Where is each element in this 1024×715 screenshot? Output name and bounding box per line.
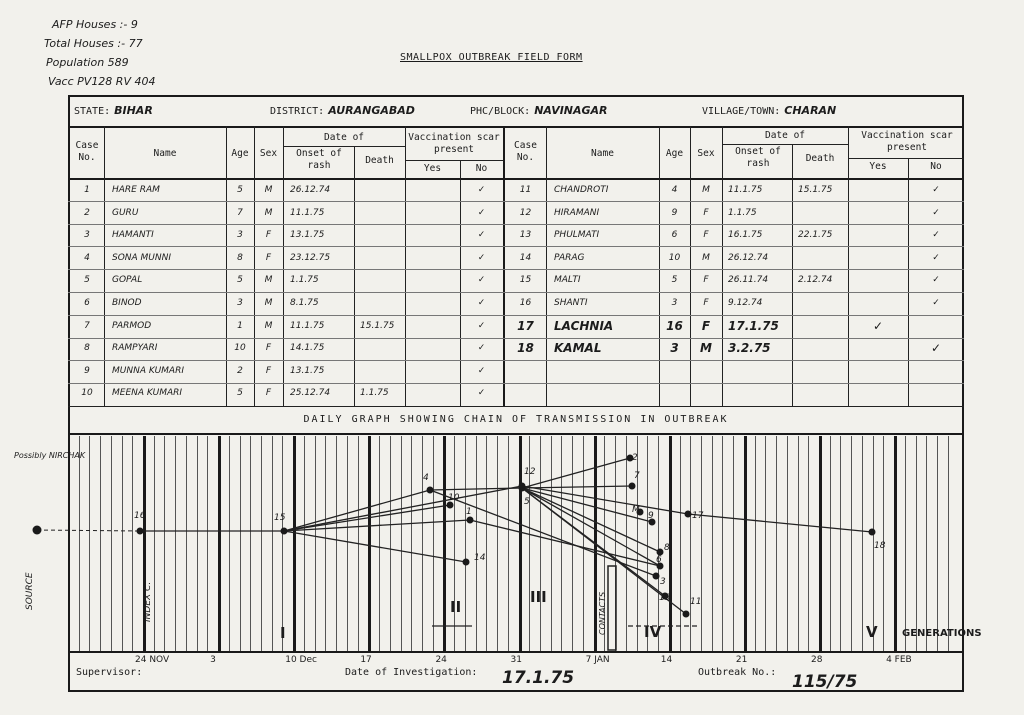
case-name: GURU xyxy=(112,207,139,218)
hdr-death: Death xyxy=(365,155,394,166)
case-node xyxy=(869,529,876,536)
vacc-no-mark: ✓ xyxy=(477,207,486,218)
date-tick-label: 14 xyxy=(660,655,673,665)
case-onset-date: 23.12.75 xyxy=(290,252,331,263)
case-node xyxy=(683,611,690,618)
hdr-no: No xyxy=(475,163,488,174)
case-node-label: 10 xyxy=(448,493,460,503)
case-number: 2 xyxy=(84,207,90,218)
case-node-label: 3 xyxy=(660,577,666,587)
case-age: 7 xyxy=(237,207,243,218)
case-death-date: 1.1.75 xyxy=(360,388,389,399)
form-title: SMALLPOX OUTBREAK FIELD FORM xyxy=(400,52,583,63)
case-node-label: 16 xyxy=(134,511,146,521)
case-onset-date: 17.1.75 xyxy=(728,318,779,333)
case-node-label: 15 xyxy=(274,513,286,523)
case-number: 9 xyxy=(84,365,90,376)
case-death-date: 2.12.74 xyxy=(798,275,833,286)
generation-numeral: III xyxy=(530,588,547,606)
case-sex: F xyxy=(265,252,272,263)
case-age: 10 xyxy=(234,343,246,354)
hdr-age: Age xyxy=(231,148,249,159)
case-node-label: 14 xyxy=(474,553,486,563)
case-node-label: 7 xyxy=(634,471,640,481)
vacc-no-mark: ✓ xyxy=(932,207,940,218)
hdr-sex-right: Sex xyxy=(697,148,715,159)
case-onset-date: 11.1.75 xyxy=(290,207,325,218)
transmission-link xyxy=(284,490,430,531)
case-name: KAMAL xyxy=(554,341,602,356)
source-node xyxy=(33,526,42,535)
supervisor-label: Supervisor: xyxy=(76,667,143,678)
case-onset-date: 11.1.75 xyxy=(290,320,325,331)
case-name: HARE RAM xyxy=(112,185,160,195)
case-number: 6 xyxy=(84,298,90,308)
case-node-label: 13 xyxy=(659,593,671,603)
case-onset-date: 1.1.75 xyxy=(728,207,757,218)
afp-houses-note: AFP Houses :- 9 xyxy=(52,18,138,31)
case-onset-date: 9.12.74 xyxy=(728,298,763,308)
generation-numeral: V xyxy=(866,623,878,641)
date-tick-label: 24 NOV xyxy=(135,655,170,665)
hdr-onset: Onset of rash xyxy=(296,148,342,171)
vacc-no-mark: ✓ xyxy=(477,365,486,376)
case-number: 5 xyxy=(84,275,90,286)
transmission-link xyxy=(284,531,466,562)
case-age: 1 xyxy=(237,320,243,331)
case-age: 5 xyxy=(237,388,243,399)
hdr-onset-right: Onset of rash xyxy=(735,146,781,169)
case-node xyxy=(281,528,288,535)
vacc-no-mark: ✓ xyxy=(477,388,486,399)
vacc-no-mark: ✓ xyxy=(477,252,486,263)
case-age: 4 xyxy=(671,185,678,195)
outbreak-number: 115/75 xyxy=(792,672,858,692)
case-sex: F xyxy=(265,365,272,376)
case-name: HIRAMANI xyxy=(554,207,600,218)
district-field: DISTRICT: AURANGABAD xyxy=(270,104,415,117)
case-number: 1 xyxy=(84,185,90,195)
date-tick-label: 31 xyxy=(510,655,522,665)
case-name: PARMOD xyxy=(112,320,152,331)
village-field: VILLAGE/TOWN: CHARAN xyxy=(702,104,837,117)
vaccination-note: Vacc PV128 RV 404 xyxy=(48,75,156,88)
case-onset-date: 8.1.75 xyxy=(290,298,319,308)
generation-numeral: I xyxy=(280,624,286,642)
case-number: 12 xyxy=(519,207,532,218)
case-number: 13 xyxy=(519,230,532,241)
case-number: 10 xyxy=(81,388,93,399)
transmission-link xyxy=(522,486,632,488)
total-houses-note: Total Houses :- 77 xyxy=(44,37,143,50)
outbreak-label: Outbreak No.: xyxy=(698,667,777,678)
case-node xyxy=(653,573,660,580)
case-sex: F xyxy=(703,207,709,218)
transmission-link xyxy=(470,520,660,566)
case-name: BINOD xyxy=(112,298,142,308)
case-number: 15 xyxy=(519,275,532,286)
case-onset-date: 13.1.75 xyxy=(290,230,325,241)
case-name: LACHNIA xyxy=(554,318,614,333)
case-onset-date: 26.11.74 xyxy=(728,275,769,286)
transmission-link xyxy=(522,458,630,488)
case-node-label: 17 xyxy=(692,511,704,521)
vacc-no-mark: ✓ xyxy=(477,275,486,286)
case-sex: F xyxy=(265,230,272,241)
case-sex: F xyxy=(703,298,709,308)
case-node-label: 1 xyxy=(466,507,472,517)
case-node xyxy=(519,485,526,492)
case-number: 8 xyxy=(84,343,90,354)
index-case-label: INDEX C. xyxy=(143,581,153,622)
case-node-label: 2 xyxy=(632,453,638,463)
case-sex: F xyxy=(265,388,272,399)
investigation-label: Date of Investigation: xyxy=(345,667,478,678)
case-onset-date: 11.1.75 xyxy=(728,185,763,195)
phc-block-field: PHC/BLOCK: NAVINAGAR xyxy=(470,104,608,117)
case-number: 4 xyxy=(84,252,90,263)
case-node xyxy=(427,487,434,494)
vacc-no-mark: ✓ xyxy=(932,230,940,241)
case-number: 18 xyxy=(517,341,534,356)
hdr-date-of-right: Date of xyxy=(764,130,806,141)
case-number: 7 xyxy=(84,320,90,331)
transmission-link xyxy=(688,514,872,532)
case-name: CHANDROTI xyxy=(554,185,609,195)
contacts-label: CONTACTS xyxy=(598,591,607,635)
hdr-name: Name xyxy=(153,148,177,159)
case-node xyxy=(137,528,144,535)
date-tick-label: 3 xyxy=(210,655,216,665)
state-field: STATE: BIHAR xyxy=(74,104,153,117)
case-onset-date: 16.1.75 xyxy=(728,230,763,241)
transmission-link xyxy=(522,488,660,566)
case-sex: F xyxy=(703,275,709,286)
date-tick-label: 7 JAN xyxy=(585,655,610,665)
case-age: 5 xyxy=(237,275,243,286)
vacc-no-mark: ✓ xyxy=(932,298,940,308)
case-node-label: 5 xyxy=(524,497,530,507)
case-age: 3 xyxy=(670,341,679,356)
generation-numeral: IV xyxy=(644,623,662,641)
case-sex: F xyxy=(265,343,272,354)
hdr-name-right: Name xyxy=(591,148,614,159)
hdr-case-no: Case No. xyxy=(75,140,99,163)
generation-numeral: II xyxy=(450,598,462,616)
case-name: MUNNA KUMARI xyxy=(112,365,184,376)
case-number: 16 xyxy=(519,298,532,308)
case-sex: M xyxy=(264,320,273,331)
case-age: 3 xyxy=(237,298,243,308)
vacc-yes-mark: ✓ xyxy=(872,318,884,333)
case-name: PARAG xyxy=(554,252,585,263)
case-age: 3 xyxy=(671,298,678,308)
case-node-label: 4 xyxy=(423,473,429,483)
case-name: SHANTI xyxy=(554,298,588,308)
vacc-no-mark: ✓ xyxy=(477,320,486,331)
case-age: 16 xyxy=(666,318,683,333)
case-node-label: 8 xyxy=(664,543,670,553)
case-node xyxy=(463,559,470,566)
vacc-no-mark: ✓ xyxy=(477,298,486,308)
case-number: 11 xyxy=(519,185,532,195)
case-sex: M xyxy=(264,207,273,218)
case-node-label: 11 xyxy=(690,597,702,607)
case-onset-date: 14.1.75 xyxy=(290,343,325,354)
case-node-label: 18 xyxy=(874,541,886,551)
vacc-no-mark: ✓ xyxy=(932,252,940,263)
case-sex: M xyxy=(264,185,273,195)
case-death-date: 15.1.75 xyxy=(360,320,395,331)
date-tick-label: 10 Dec xyxy=(285,655,317,665)
case-node xyxy=(467,517,474,524)
case-age: 2 xyxy=(237,365,243,376)
contacts-box xyxy=(608,566,616,650)
case-sex: M xyxy=(700,341,712,356)
population-note: Population 589 xyxy=(46,56,129,69)
case-node-label: 12 xyxy=(524,467,536,477)
date-tick-label: 24 xyxy=(435,655,447,665)
case-node-label: M xyxy=(632,505,640,515)
case-sex: M xyxy=(264,298,273,308)
date-tick-label: 4 FEB xyxy=(886,655,912,665)
generations-label: GENERATIONS xyxy=(902,628,982,639)
case-onset-date: 26.12.74 xyxy=(728,252,769,263)
case-name: PHULMATI xyxy=(554,230,600,241)
transmission-link xyxy=(284,505,450,531)
source-label: SOURCE xyxy=(25,572,35,610)
vacc-no-mark: ✓ xyxy=(932,275,940,286)
vacc-no-mark: ✓ xyxy=(930,341,942,356)
hdr-death-right: Death xyxy=(805,153,835,164)
case-node-label: 6 xyxy=(656,555,662,565)
case-number: 14 xyxy=(519,252,532,263)
source-link xyxy=(37,530,140,531)
case-age: 10 xyxy=(668,252,681,263)
possibly-nirchak-label: Possibly NIRCHAK xyxy=(14,451,86,460)
case-onset-date: 1.1.75 xyxy=(290,275,319,286)
case-age: 8 xyxy=(237,252,243,263)
case-sex: M xyxy=(702,252,710,263)
case-onset-date: 3.2.75 xyxy=(728,341,771,356)
case-node xyxy=(629,483,636,490)
hdr-date-of: Date of xyxy=(323,132,365,143)
hdr-yes-right: Yes xyxy=(869,161,887,172)
hdr-case-no-right: Case No. xyxy=(514,140,537,163)
case-name: RAMPYARI xyxy=(112,343,158,354)
case-node-label: 9 xyxy=(648,511,654,521)
case-death-date: 22.1.75 xyxy=(798,230,833,241)
case-onset-date: 13.1.75 xyxy=(290,365,325,376)
case-sex: M xyxy=(702,185,710,195)
date-tick-label: 28 xyxy=(810,655,823,665)
hdr-vaccination: Vaccination scar present xyxy=(408,132,500,155)
case-age: 5 xyxy=(671,275,678,286)
hdr-no-right: No xyxy=(930,161,942,172)
vacc-no-mark: ✓ xyxy=(932,185,940,195)
case-age: 5 xyxy=(237,185,243,195)
case-name: MEENA KUMARI xyxy=(112,388,183,399)
case-number: 3 xyxy=(84,230,90,241)
case-node xyxy=(685,511,692,518)
case-sex: F xyxy=(701,318,711,333)
vacc-no-mark: ✓ xyxy=(477,185,486,195)
hdr-vaccination-right: Vaccination scar present xyxy=(861,130,953,153)
case-death-date: 15.1.75 xyxy=(798,185,833,195)
hdr-age-right: Age xyxy=(665,148,684,159)
vacc-no-mark: ✓ xyxy=(477,343,486,354)
case-sex: F xyxy=(703,230,709,241)
case-age: 9 xyxy=(671,207,678,218)
graph-title: DAILY GRAPH SHOWING CHAIN OF TRANSMISSION IN OUTBREAK xyxy=(303,414,729,425)
case-name: HAMANTI xyxy=(112,230,154,241)
case-age: 6 xyxy=(671,230,678,241)
case-name: GOPAL xyxy=(112,275,143,286)
date-tick-label: 17 xyxy=(360,655,372,665)
investigation-date: 17.1.75 xyxy=(502,668,575,688)
hdr-yes: Yes xyxy=(423,163,442,174)
case-age: 3 xyxy=(237,230,243,241)
case-onset-date: 26.12.74 xyxy=(290,185,331,195)
date-tick-label: 21 xyxy=(735,655,748,665)
case-sex: M xyxy=(264,275,273,286)
case-number: 17 xyxy=(517,318,534,333)
vacc-no-mark: ✓ xyxy=(477,230,486,241)
hdr-sex: Sex xyxy=(259,148,278,159)
case-onset-date: 25.12.74 xyxy=(290,388,331,399)
case-name: SONA MUNNI xyxy=(112,252,172,263)
case-name: MALTI xyxy=(554,275,581,286)
